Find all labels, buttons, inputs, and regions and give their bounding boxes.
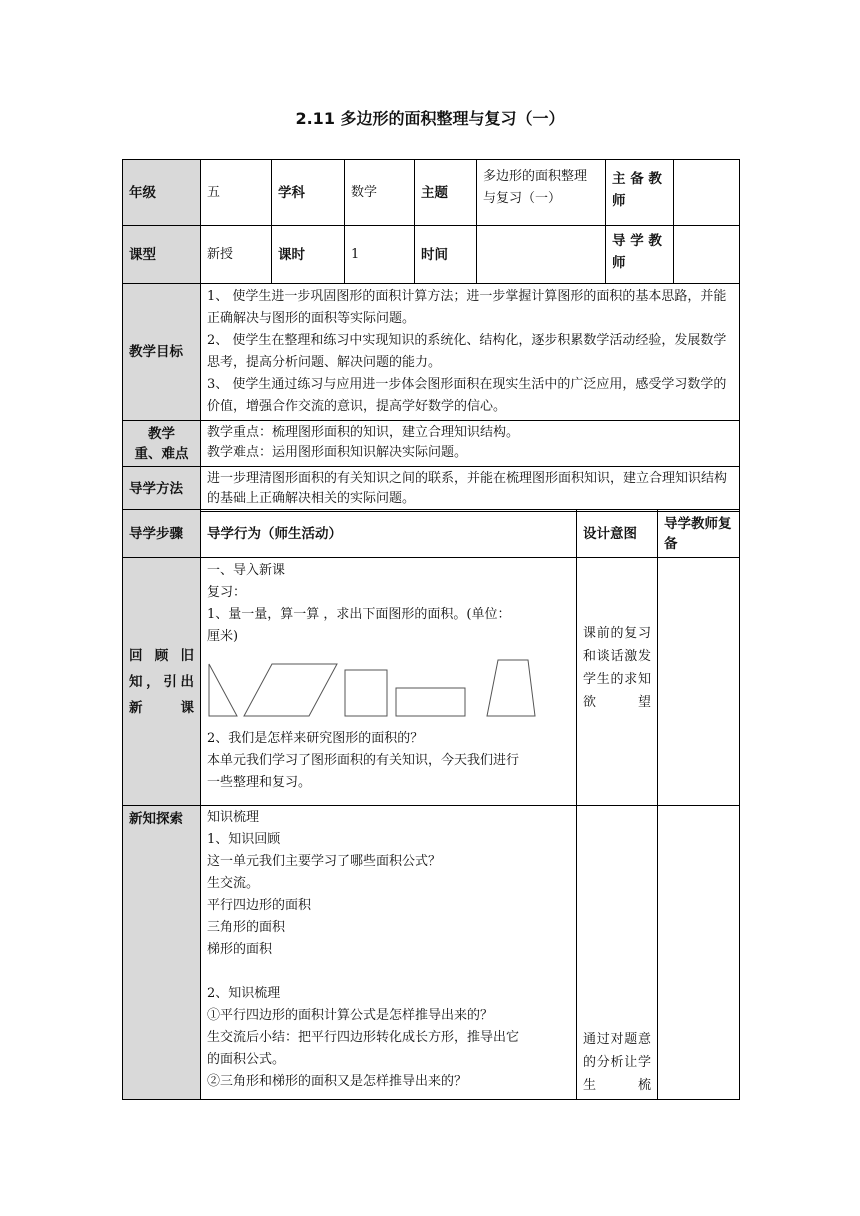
step2-activity [201,806,577,1100]
key-points-label-line2: 重、难点 [134,445,189,462]
key-points-label [123,421,201,467]
lead-teacher-label: 主 备 教师 [606,160,674,226]
header-activity: 导学行为（师生活动） [201,510,577,558]
step1-activity [201,558,577,806]
step2-line: 2、知识梳理 [207,986,281,1001]
step1-intent: 课前的复习和谈话激发学生的求知欲望 [577,558,658,806]
geometry-shapes-figure [207,656,537,722]
page-title: 2.11 多边形的面积整理与复习（一） [295,109,565,128]
step1-line: 一、导入新课 [207,563,286,578]
header-step: 导学步骤 [123,510,201,558]
objective-item: 2、 使学生在整理和练习中实现知识的系统化、结构化，逐步积累数学活动经验，发展数学思考，提高分析问题、解决问题的能力。 [207,333,727,370]
key-points-content [201,421,740,467]
time-label: 时间 [415,226,477,284]
step1-line: 1、量一量，算一算 ，求出下面图形的面积。(单位： [207,607,511,622]
step1-line: 厘米) [207,629,239,644]
step1-label: 回 顾 旧 知，引出 新课 [123,558,201,806]
step2-line: 三角形的面积 [207,920,286,935]
step2-intent: 通过对题意的分析让学生梳 [577,806,658,1100]
header-prep: 导学教师复备 [658,510,740,558]
lead-teacher-value [674,160,740,226]
header-intent: 设计意图 [577,510,658,558]
step1-line: 复习： [207,585,247,600]
step2-line: 这一单元我们主要学习了哪些面积公式？ [207,854,442,869]
right-triangle-shape [209,664,237,716]
parallelogram-shape [244,664,337,716]
step2-label: 新知探索 [123,806,201,1100]
trapezoid-shape [487,660,535,716]
step2-line: 生交流。 [207,876,260,891]
objective-item: 1、 使学生进一步巩固图形的面积计算方法；进一步掌握计算图形的面积的基本思路，并能正确解决与图形的面积等实际问题。 [207,289,727,326]
step2-line: ②三角形和梯形的面积又是怎样推导出来的？ [207,1074,468,1089]
lesson-type-label: 课型 [123,226,201,284]
teaching-difficulty: 教学难点：运用图形面积知识解决实际问题。 [207,445,468,460]
lesson-steps-table [122,509,740,1100]
objectives-content [201,284,740,421]
grade-label: 年级 [123,160,201,226]
method-content: 进一步理清图形面积的有关知识之间的联系，并能在梳理图形面积知识，建立合理知识结构的基础上正确解决相关的实际问题。 [201,467,740,512]
step2-line: 的面积公式。 [207,1052,286,1067]
topic-label: 主题 [415,160,477,226]
step2-line [207,961,570,983]
step2-prep [658,806,740,1100]
key-points-label-line1: 教学 [148,425,175,442]
subject-label: 学科 [272,160,345,226]
step2-line: 1、知识回顾 [207,832,281,847]
objectives-label: 教学目标 [123,284,201,421]
step2-line: ①平行四边形的面积计算公式是怎样推导出来的？ [207,1008,494,1023]
square-shape [345,670,387,716]
teaching-focus: 教学重点：梳理图形面积的知识，建立合理知识结构。 [207,425,520,440]
step2-line: 平行四边形的面积 [207,898,312,913]
step1-line: 本单元我们学习了图形面积的有关知识，今天我们进行 [207,753,520,768]
periods-value: 1 [345,226,415,284]
grade-value: 五 [201,160,272,226]
method-label: 导学方法 [123,467,201,512]
step1-line: 2、我们是怎样来研究图形的面积的？ [207,731,424,746]
periods-label: 课时 [272,226,345,284]
rectangle-shape [396,688,465,716]
topic-value: 多边形的面积整理与复习（一） [477,160,606,226]
guide-teacher-label: 导 学 教师 [606,226,674,284]
step1-line: 一些整理和复习。 [207,775,312,790]
time-value [477,226,606,284]
step1-prep [658,558,740,806]
step2-line: 知识梳理 [207,810,260,825]
objective-item: 3、 使学生通过练习与应用进一步体会图形面积在现实生活中的广泛应用，感受学习数学的价值，增强合作交流的意识，提高学好数学的信心。 [207,377,727,414]
lesson-type-value: 新授 [201,226,272,284]
step2-line: 梯形的面积 [207,942,273,957]
guide-teacher-value [674,226,740,284]
subject-value: 数学 [345,160,415,226]
lesson-info-table [122,159,740,512]
step2-line: 生交流后小结：把平行四边形转化成长方形，推导出它 [207,1030,520,1045]
